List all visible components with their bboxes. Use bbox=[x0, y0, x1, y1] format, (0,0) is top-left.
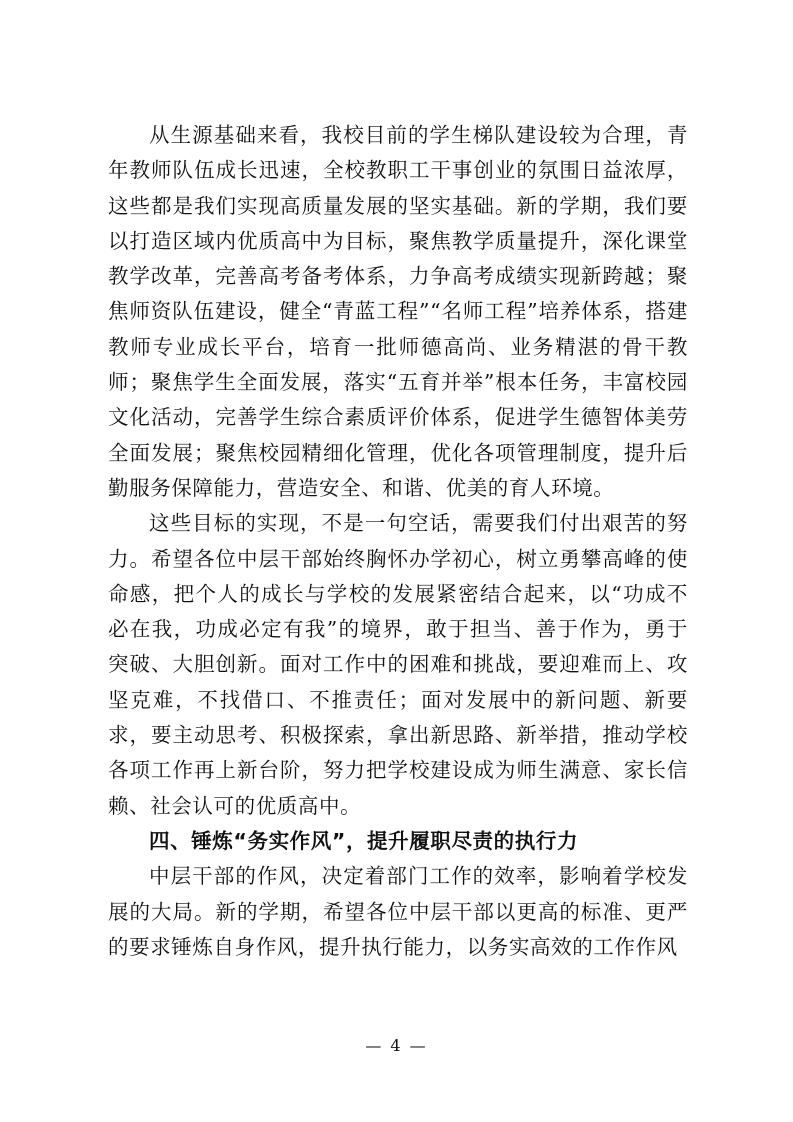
page-number: — 4 — bbox=[365, 1036, 428, 1055]
document-body bbox=[108, 118, 688, 965]
paragraph-goals-effort: 这些目标的实现，不是一句空话，需要我们付出艰苦的努力。希望各位中层干部始终胸怀办学初心，树立勇攀高峰的使命感，把个人的成长与学校的发展紧密结合起来，以“功成不必在我，功成必定有我”的境界，敢于担当、善于作为，勇于突破、大胆创新。面对工作中的困难和挑战，要迎难而上、攻坚克难，不找借口、不推责任；面对发展中的新问题、新要求，要主动思考、积极探索，拿出新思路、新举措，推动学校各项工作再上新台阶，努力把学校建设成为师生满意、家长信赖、社会认可的优质高中。 bbox=[108, 511, 688, 818]
paragraph-work-style: 中层干部的作风，决定着部门工作的效率，影响着学校发展的大局。新的学期，希望各位中层干部以更高的标准、更严的要求锤炼自身作风，提升执行能力，以务实高效的工作作风 bbox=[108, 864, 688, 959]
paragraph-student-foundation: 从生源基础来看，我校目前的学生梯队建设较为合理，青年教师队伍成长迅速，全校教职工干事创业的氛围日益浓厚，这些都是我们实现高质量发展的坚实基础。新的学期，我们要以打造区域内优质高中为目标，聚焦教学质量提升，深化课堂教学改革，完善高考备考体系，力争高考成绩实现新跨越；聚焦师资队伍建设，健全“青蓝工程”“名师工程”培养体系，搭建教师专业成长平台，培育一批师德高尚、业务精湛的骨干教师；聚焦学生全面发展，落实“五育并举”根本任务，丰富校园文化活动，完善学生综合素质评价体系，促进学生德智体美劳全面发展；聚焦校园精细化管理，优化各项管理制度，提升后勤服务保障能力，营造安全、和谐、优美的育人环境。 bbox=[108, 123, 688, 500]
section-heading-four: 四、锤炼“务实作风”，提升履职尽责的执行力 bbox=[149, 828, 579, 853]
